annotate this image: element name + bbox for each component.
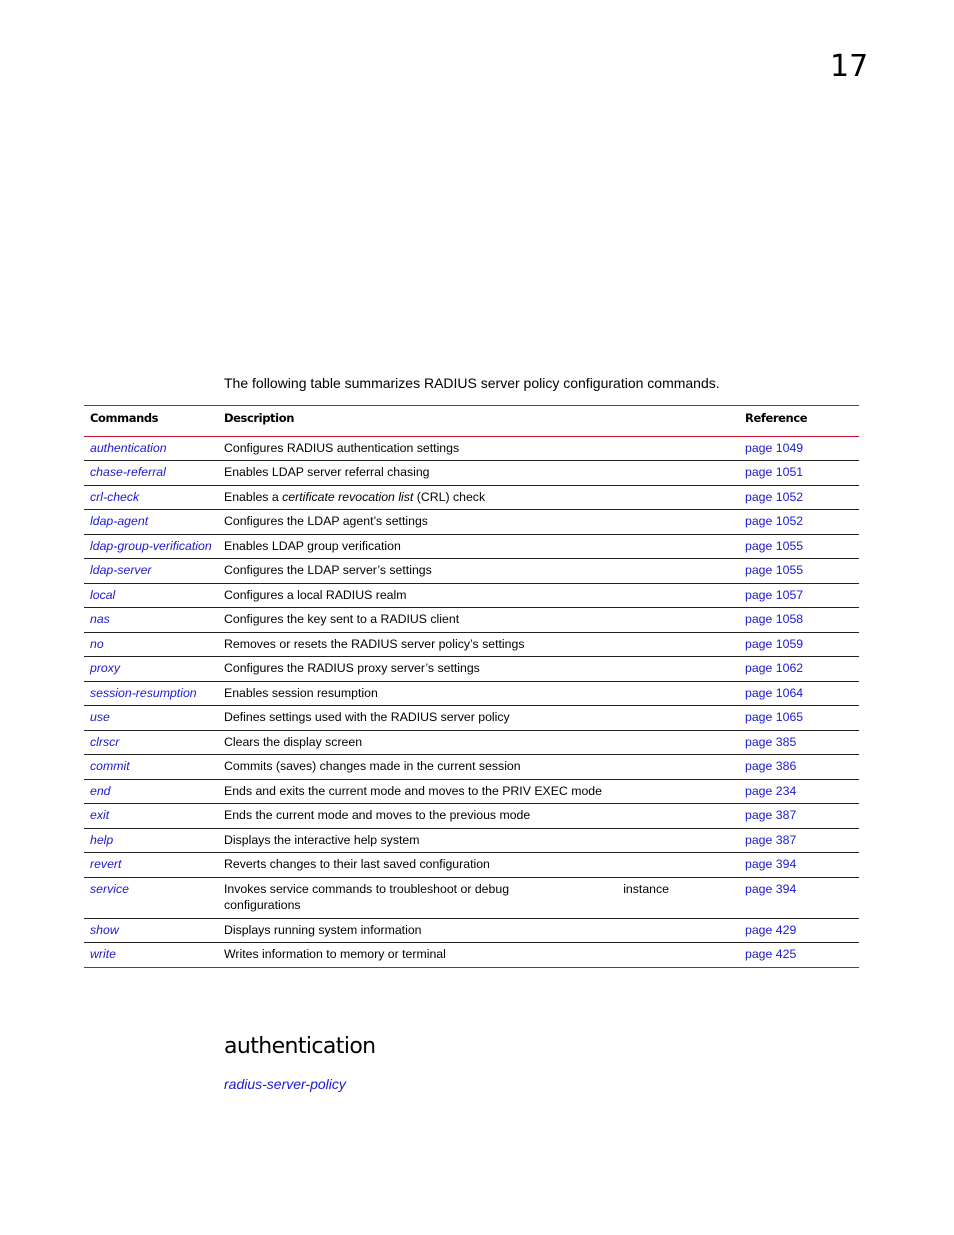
command-link[interactable]: nas [90,612,110,626]
command-description: Enables session resumption [224,685,378,700]
command-link[interactable]: show [90,922,119,937]
table-row [84,853,859,878]
command-description: Commits (saves) changes made in the current session [224,759,521,773]
table-row [84,632,859,657]
intro-text: The following table summarizes RADIUS server policy configuration commands. [224,375,720,391]
command-link[interactable]: use [90,710,110,724]
page-reference-link[interactable]: page 429 [745,922,797,937]
table-row [84,485,859,510]
page-reference-link[interactable]: page 385 [745,734,797,749]
command-link[interactable]: no [90,636,104,651]
page-reference-link[interactable]: page 1065 [745,710,804,724]
table-row [84,657,859,682]
command-link[interactable]: write [90,947,116,961]
command-description: Ends the current mode and moves to the previous mode [224,808,531,822]
command-link[interactable]: local [90,587,116,602]
page-reference-link[interactable]: page 1055 [745,538,804,553]
command-link[interactable]: session-resumption [90,685,197,700]
command-link[interactable]: ldap-agent [90,514,149,528]
page-reference-link[interactable]: page 1057 [745,587,804,602]
table-row [84,681,859,706]
page-reference-link[interactable]: page 1052 [745,489,804,504]
table-header-row [84,406,859,437]
command-description: Configures the key sent to a RADIUS client [224,612,460,626]
page-reference-link[interactable]: page 1058 [745,612,804,626]
table-row [84,918,859,943]
command-description: Configures a local RADIUS realm [224,587,407,602]
command-link[interactable]: commit [90,759,130,773]
table-row [84,510,859,535]
chapter-number: 17 [830,49,869,84]
table-row [84,461,859,486]
page-reference-link[interactable]: page 234 [745,783,797,798]
command-description: Writes information to memory or terminal [224,947,446,961]
table-row [84,828,859,853]
table-row [84,943,859,968]
command-link[interactable]: ldap-group-verification [90,538,212,553]
command-description [218,877,739,918]
table-row [84,436,859,461]
description-text: Enables a [224,489,283,504]
command-description: Reverts changes to their last saved configuration [224,857,490,871]
page-reference-link[interactable]: page 1055 [745,563,804,577]
page-reference-link[interactable]: page 386 [745,759,797,773]
command-description: Configures the RADIUS proxy server’s settings [224,661,480,675]
table-row [84,534,859,559]
command-link[interactable]: ldap-server [90,563,152,577]
page-reference-link[interactable]: page 425 [745,947,797,961]
header-description: Description [224,411,294,425]
commands-table [84,405,859,968]
command-link[interactable]: exit [90,808,110,822]
command-link[interactable]: help [90,832,114,847]
description-extra-text: instance [623,881,669,896]
header-commands: Commands [90,411,159,425]
command-link[interactable]: clrscr [90,734,120,749]
table-row [84,804,859,829]
header-reference: Reference [745,411,808,425]
command-link[interactable]: chase-referral [90,465,166,479]
table-row [84,730,859,755]
command-description: Displays the interactive help system [224,832,420,847]
command-description [218,485,739,510]
table-row [84,755,859,780]
table-row [84,779,859,804]
page-reference-link[interactable]: page 1062 [745,661,804,675]
table-row [84,583,859,608]
description-line [224,881,733,898]
page-reference-link[interactable]: page 387 [745,808,797,822]
description-emphasis: certificate revocation list [282,489,414,504]
command-link[interactable]: service [90,881,129,896]
command-description: Ends and exits the current mode and moves to the PRIV EXEC mode [224,783,602,798]
page-reference-link[interactable]: page 1052 [745,514,804,528]
page-reference-link[interactable]: page 1051 [745,465,804,479]
page-reference-link[interactable]: page 394 [745,881,797,896]
description-text: Invokes service commands to troubleshoot or debug [224,881,510,896]
command-description: Removes or resets the RADIUS server policy’s settings [224,636,525,651]
command-description: Configures RADIUS authentication settings [224,440,460,455]
command-description: Defines settings used with the RADIUS server policy [224,710,510,724]
command-link[interactable]: proxy [90,661,121,675]
command-description: Clears the display screen [224,734,363,749]
description-text: (CRL) check [413,489,486,504]
table-row [84,608,859,633]
description-text: configurations [224,898,301,912]
page-reference-link[interactable]: page 1064 [745,685,804,700]
command-link[interactable]: revert [90,857,122,871]
command-description: Configures the LDAP agent’s settings [224,514,428,528]
command-description: Enables LDAP server referral chasing [224,465,430,479]
page-reference-link[interactable]: page 1059 [745,636,804,651]
page-reference-link[interactable]: page 387 [745,832,797,847]
command-link[interactable]: authentication [90,440,167,455]
section-heading: authentication [224,1034,376,1059]
command-link[interactable]: end [90,783,111,798]
command-description: Enables LDAP group verification [224,538,401,553]
command-description: Displays running system information [224,922,422,937]
page-reference-link[interactable]: page 394 [745,857,797,871]
command-description: Configures the LDAP server’s settings [224,563,432,577]
command-link[interactable]: crl-check [90,489,140,504]
table-row [84,706,859,731]
table-row [84,877,859,918]
page-reference-link[interactable]: page 1049 [745,440,804,455]
radius-server-policy-link[interactable]: radius-server-policy [224,1076,346,1092]
table-row [84,559,859,584]
